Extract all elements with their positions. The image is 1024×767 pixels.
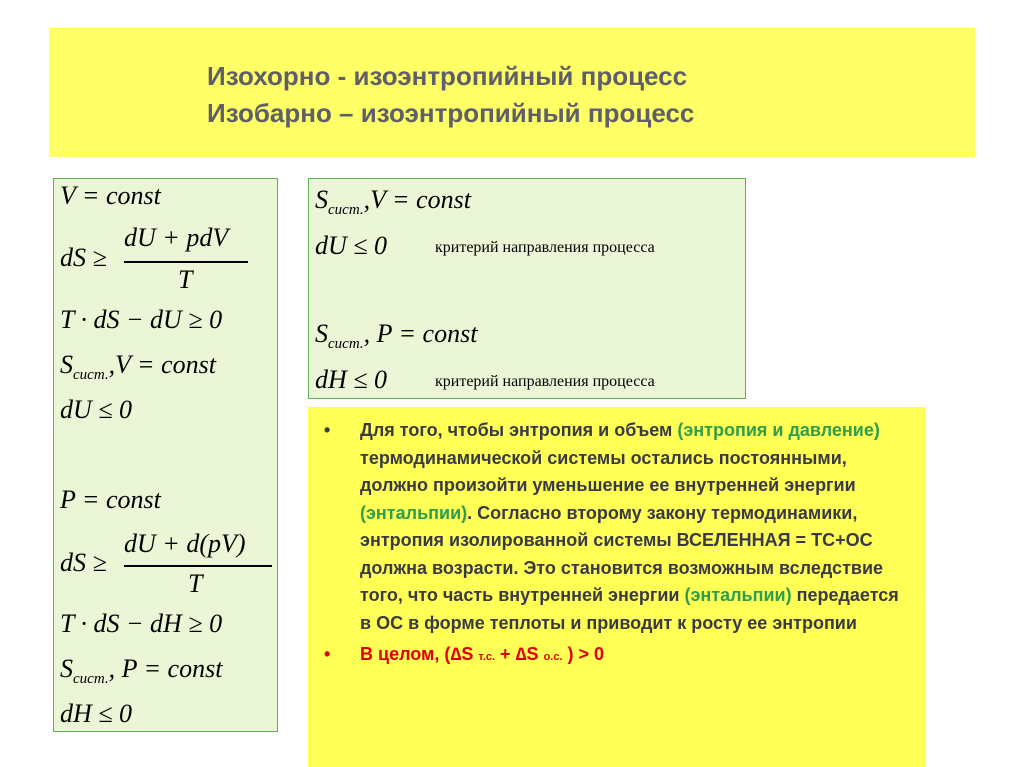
subscript-os: о.с. <box>543 651 563 663</box>
fraction-numerator: dU + d(pV) <box>124 529 246 558</box>
text-segment: + ∆S <box>495 644 544 664</box>
left-formula-box <box>53 178 278 732</box>
symbol-s: S <box>60 350 73 379</box>
text-segment: Для того, чтобы энтропия и объем <box>360 420 678 440</box>
formula-s-sist-v <box>60 350 216 384</box>
highlight-green: (энтропия и давление) <box>677 420 880 440</box>
text-segment: . Согласно второму закону термодинамики, энтропия изолированной системы ВСЕЛЕННАЯ = ТС+ОС должна возрасти. Это становится возможным вследствие того, что часть внутренней энергии <box>360 502 884 605</box>
fraction-bar <box>124 565 272 567</box>
formula-s-sist-v <box>315 185 471 219</box>
formula-dh-le0: dH ≤ 0 <box>60 699 133 728</box>
formula-s-sist-p <box>315 319 477 353</box>
formula-du-le0: dU ≤ 0 <box>315 231 388 260</box>
subscript-ts: т.с. <box>478 651 496 663</box>
formula-rest: ,V = const <box>108 350 216 379</box>
symbol-s: S <box>60 654 73 683</box>
fraction-du-dpv <box>124 529 274 607</box>
fraction-numerator: dU + pdV <box>124 223 229 252</box>
highlight-green: (энтальпии) <box>684 585 792 605</box>
explanation-text <box>360 417 906 637</box>
bullet-icon: • <box>324 644 331 664</box>
bullet-icon: • <box>324 420 331 440</box>
formula-tds-du: T · dS − dU ≥ 0 <box>60 305 223 334</box>
symbol-s: S <box>315 319 328 348</box>
formula-rest: ,V = const <box>363 185 471 214</box>
formula-ds-lhs-1: dS ≥ <box>60 243 107 272</box>
fraction-bar <box>124 261 248 263</box>
explanation-box <box>308 407 926 767</box>
formula-p-const: P = const <box>60 485 161 514</box>
subscript-sist: сист. <box>328 336 364 352</box>
symbol-s: S <box>315 185 328 214</box>
summary-text <box>360 641 906 672</box>
fraction-du-pdv <box>124 223 248 301</box>
formula-v-const: V = const <box>60 181 161 210</box>
subscript-sist: сист. <box>328 202 364 218</box>
fraction-denominator: T <box>178 265 193 294</box>
title-line-2: Изобарно – изоэнтропийный процесс <box>207 98 695 128</box>
formula-ds-lhs-2: dS ≥ <box>60 548 107 577</box>
criterion-note-2: критерий направления процесса <box>435 373 655 390</box>
right-formula-box <box>308 178 746 399</box>
fraction-denominator: T <box>188 569 203 598</box>
formula-du-le0: dU ≤ 0 <box>60 395 133 424</box>
title-banner <box>49 28 975 157</box>
highlight-green: (энтальпии) <box>360 502 468 523</box>
text-segment: передается в ОС в форме теплоты и приводит к росту ее энтропии <box>360 585 899 633</box>
criterion-note-1: критерий направления процесса <box>435 239 655 256</box>
formula-tds-dh: T · dS − dH ≥ 0 <box>60 609 223 638</box>
formula-s-sist-p <box>60 654 222 688</box>
text-segment: термодинамической системы остались постоянными, должно произойти уменьшение ее внутренней энергии <box>360 447 856 495</box>
text-segment: В целом, (∆S <box>360 644 479 664</box>
summary-paragraph <box>322 641 906 672</box>
text-segment: ) > 0 <box>562 644 605 664</box>
formula-rest: , P = const <box>363 319 478 348</box>
subscript-sist: сист. <box>73 367 109 383</box>
formula-rest: , P = const <box>108 654 223 683</box>
title-line-1: Изохорно - изоэнтропийный процесс <box>207 61 688 91</box>
subscript-sist: сист. <box>73 671 109 687</box>
explanation-paragraph <box>322 417 906 637</box>
formula-dh-le0: dH ≤ 0 <box>315 365 388 394</box>
